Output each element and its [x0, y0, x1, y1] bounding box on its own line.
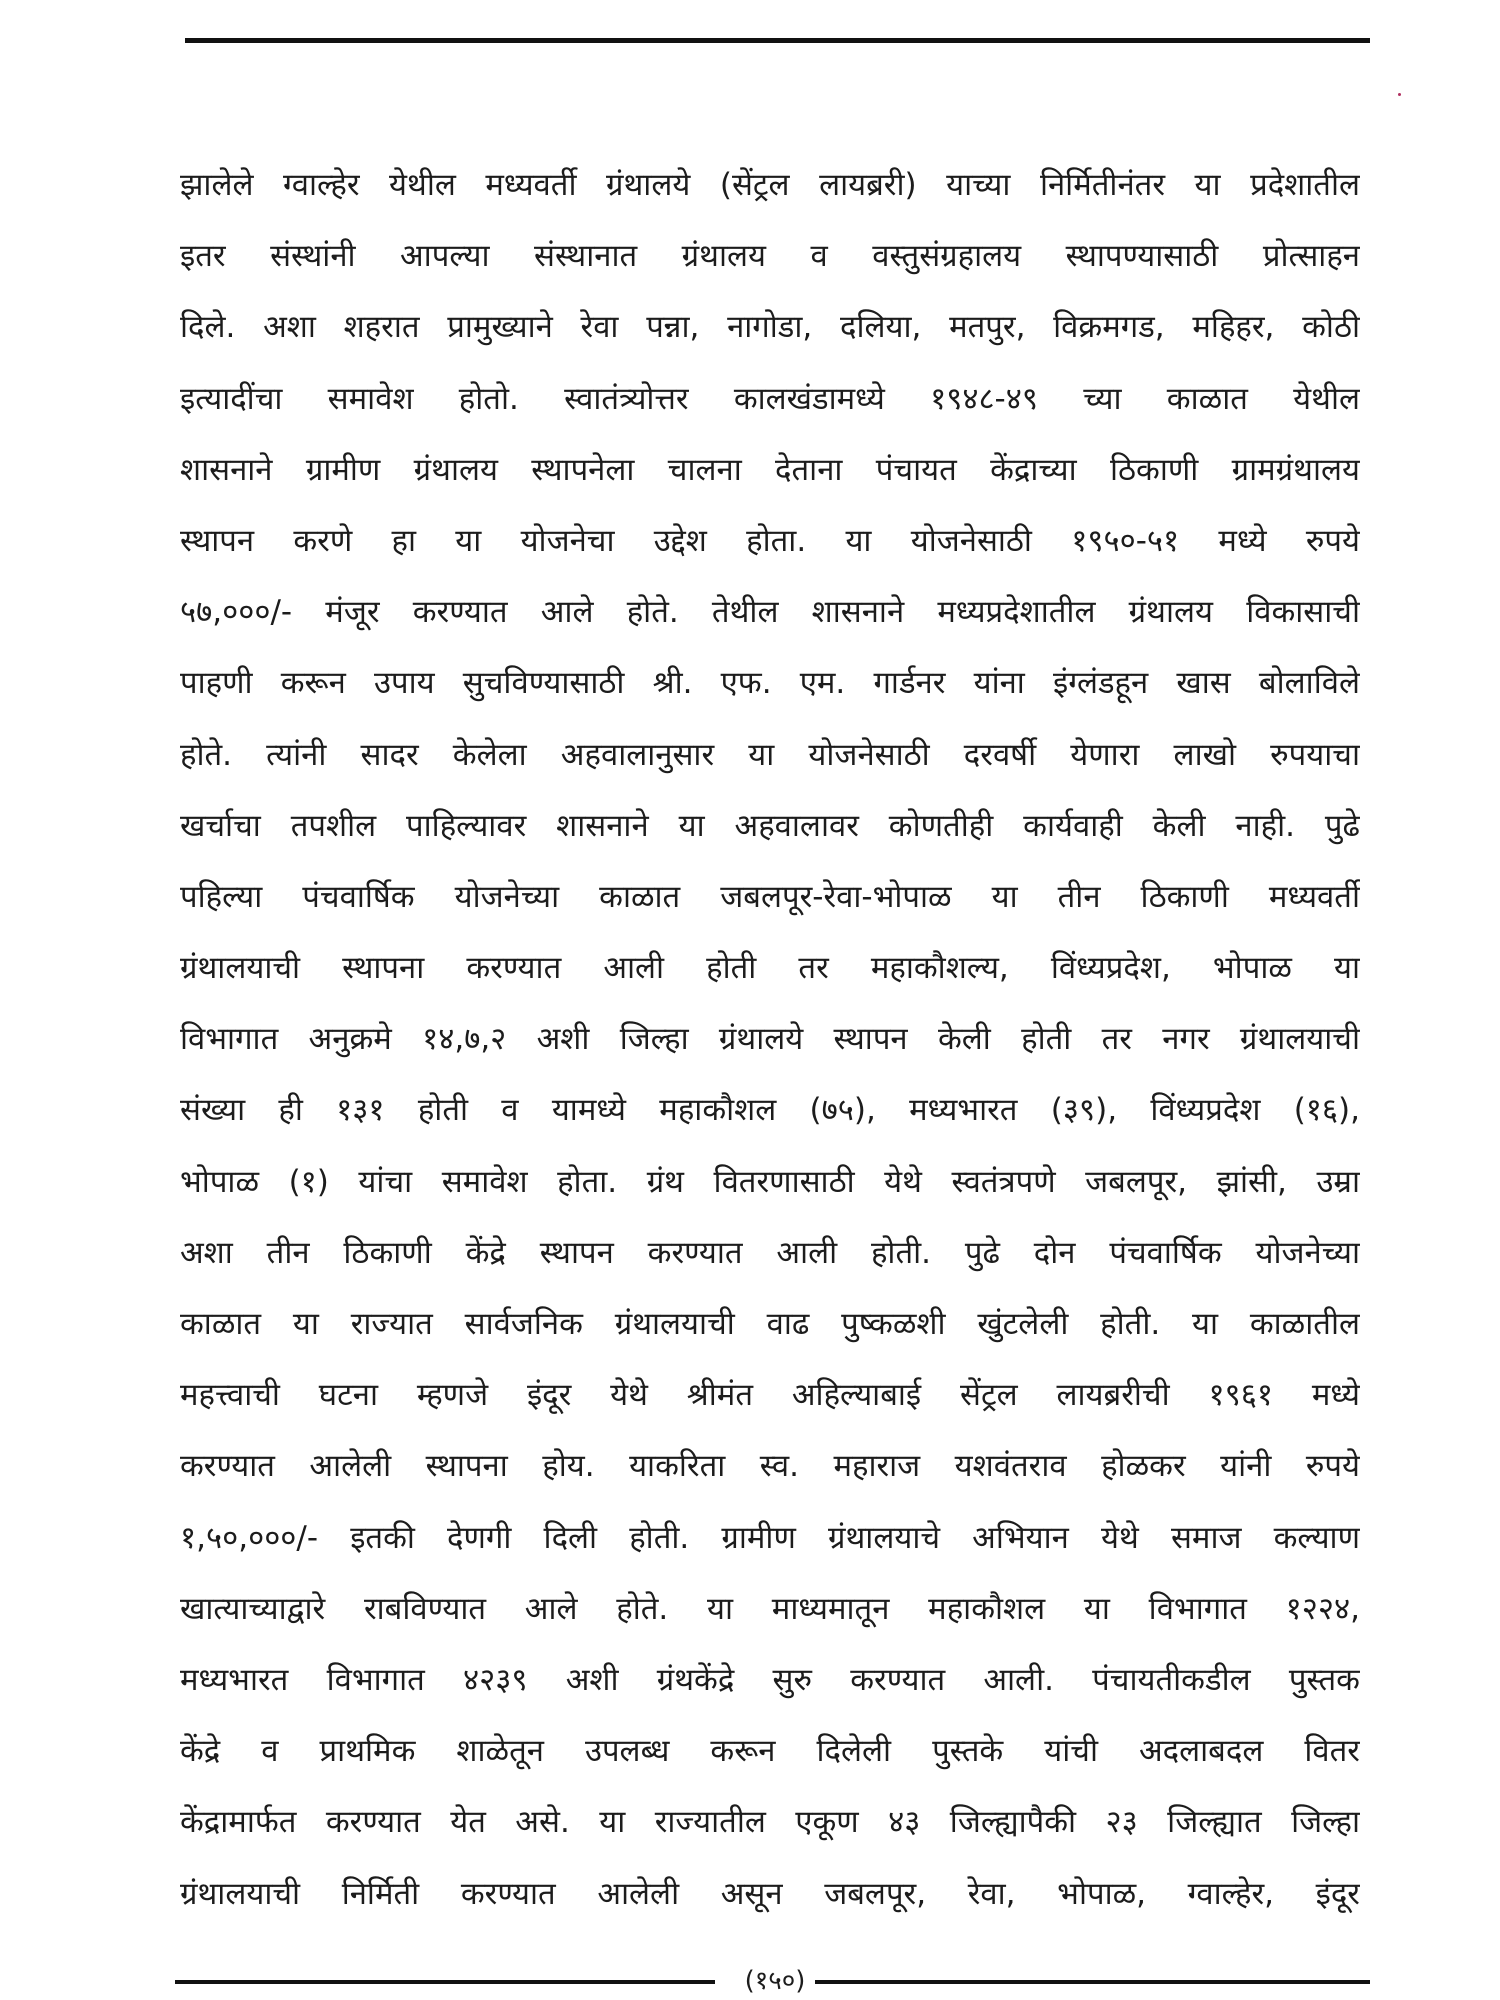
footer-rule-left	[175, 1980, 715, 1984]
text-line: पाहणी करून उपाय सुचविण्यासाठी श्री. एफ. एम. गार्डनर यांना इंग्लंडहून खास बोलाविले	[180, 665, 1360, 702]
text-line: खर्चाचा तपशील पाहिल्यावर शासनाने या अहवालावर कोणतीही कार्यवाही केली नाही. पुढे	[180, 807, 1360, 844]
text-line: खात्याच्याद्वारे राबविण्यात आले होते. या माध्यमातून महाकौशल या विभागात १२२४,	[180, 1590, 1360, 1627]
text-line: झालेले ग्वाल्हेर येथील मध्यवर्ती ग्रंथालये (सेंट्रल लायब्ररी) याच्या निर्मितीनंतर या प्रदेशातील	[180, 167, 1360, 203]
text-line: अशा तीन ठिकाणी केंद्रे स्थापन करण्यात आली होती. पुढे दोन पंचवार्षिक योजनेच्या	[180, 1234, 1360, 1271]
text-line: इतर संस्थांनी आपल्या संस्थानात ग्रंथालय व वस्तुसंग्रहालय स्थापण्यासाठी प्रोत्साहन	[180, 238, 1360, 275]
text-line: ग्रंथालयाची निर्मिती करण्यात आलेली असून जबलपूर, रेवा, भोपाळ, ग्वाल्हेर, इंदूर	[180, 1875, 1360, 1912]
text-line: ५७,०००/- मंजूर करण्यात आले होते. तेथील शासनाने मध्यप्रदेशातील ग्रंथालय विकासाची	[180, 594, 1360, 631]
text-line: संख्या ही १३१ होती व यामध्ये महाकौशल (७५), मध्यभारत (३९), विंध्यप्रदेश (१६),	[180, 1092, 1360, 1129]
text-line: भोपाळ (१) यांचा समावेश होता. ग्रंथ वितरणासाठी येथे स्वतंत्रपणे जबलपूर, झांसी, उम्रा	[180, 1163, 1360, 1200]
text-line: मध्यभारत विभागात ४२३९ अशी ग्रंथकेंद्रे सुरु करण्यात आली. पंचायतीकडील पुस्तक	[180, 1661, 1360, 1698]
text-line: होते. त्यांनी सादर केलेला अहवालानुसार या योजनेसाठी दरवर्षी येणारा लाखो रुपयाचा	[180, 736, 1360, 773]
text-line: स्थापन करणे हा या योजनेचा उद्देश होता. या योजनेसाठी १९५०-५१ मध्ये रुपये	[180, 522, 1360, 559]
text-line: केंद्रे व प्राथमिक शाळेतून उपलब्ध करून दिलेली पुस्तके यांची अदलाबदल वितर	[180, 1733, 1360, 1770]
body-paragraph	[180, 150, 1360, 1930]
ink-speck	[1398, 93, 1401, 96]
text-line: दिले. अशा शहरात प्रामुख्याने रेवा पन्ना, नागोडा, दलिया, मतपुर, विक्रमगड, महिहर, कोठी	[180, 309, 1360, 346]
page-footer	[175, 1966, 1370, 1996]
text-line: केंद्रामार्फत करण्यात येत असे. या राज्यातील एकूण ४३ जिल्ह्यापैकी २३ जिल्ह्यात जिल्हा	[180, 1804, 1360, 1841]
text-line: काळात या राज्यात सार्वजनिक ग्रंथालयाची वाढ पुष्कळशी खुंटलेली होती. या काळातील	[180, 1306, 1360, 1342]
header-rule	[185, 38, 1370, 43]
page-number: (१५०)	[744, 1966, 806, 1996]
text-line: १,५०,०००/- इतकी देणगी दिली होती. ग्रामीण ग्रंथालयाचे अभियान येथे समाज कल्याण	[180, 1519, 1360, 1556]
text-line: इत्यादींचा समावेश होतो. स्वातंत्र्योत्तर कालखंडामध्ये १९४८-४९ च्या काळात येथील	[180, 380, 1360, 417]
text-line: ग्रंथालयाची स्थापना करण्यात आली होती तर महाकौशल्य, विंध्यप्रदेश, भोपाळ या	[180, 950, 1360, 987]
text-line: शासनाने ग्रामीण ग्रंथालय स्थापनेला चालना देताना पंचायत केंद्राच्या ठिकाणी ग्रामग्रंथालय	[180, 451, 1360, 488]
text-line: पहिल्या पंचवार्षिक योजनेच्या काळात जबलपूर-रेवा-भोपाळ या तीन ठिकाणी मध्यवर्ती	[180, 878, 1360, 915]
footer-rule-right	[815, 1980, 1370, 1984]
text-line: करण्यात आलेली स्थापना होय. याकरिता स्व. महाराज यशवंतराव होळकर यांनी रुपये	[180, 1448, 1360, 1485]
text-line: विभागात अनुक्रमे १४,७,२ अशी जिल्हा ग्रंथालये स्थापन केली होती तर नगर ग्रंथालयाची	[180, 1021, 1360, 1058]
text-line: महत्त्वाची घटना म्हणजे इंदूर येथे श्रीमंत अहिल्याबाई सेंट्रल लायब्ररीची १९६१ मध्ये	[180, 1377, 1360, 1414]
